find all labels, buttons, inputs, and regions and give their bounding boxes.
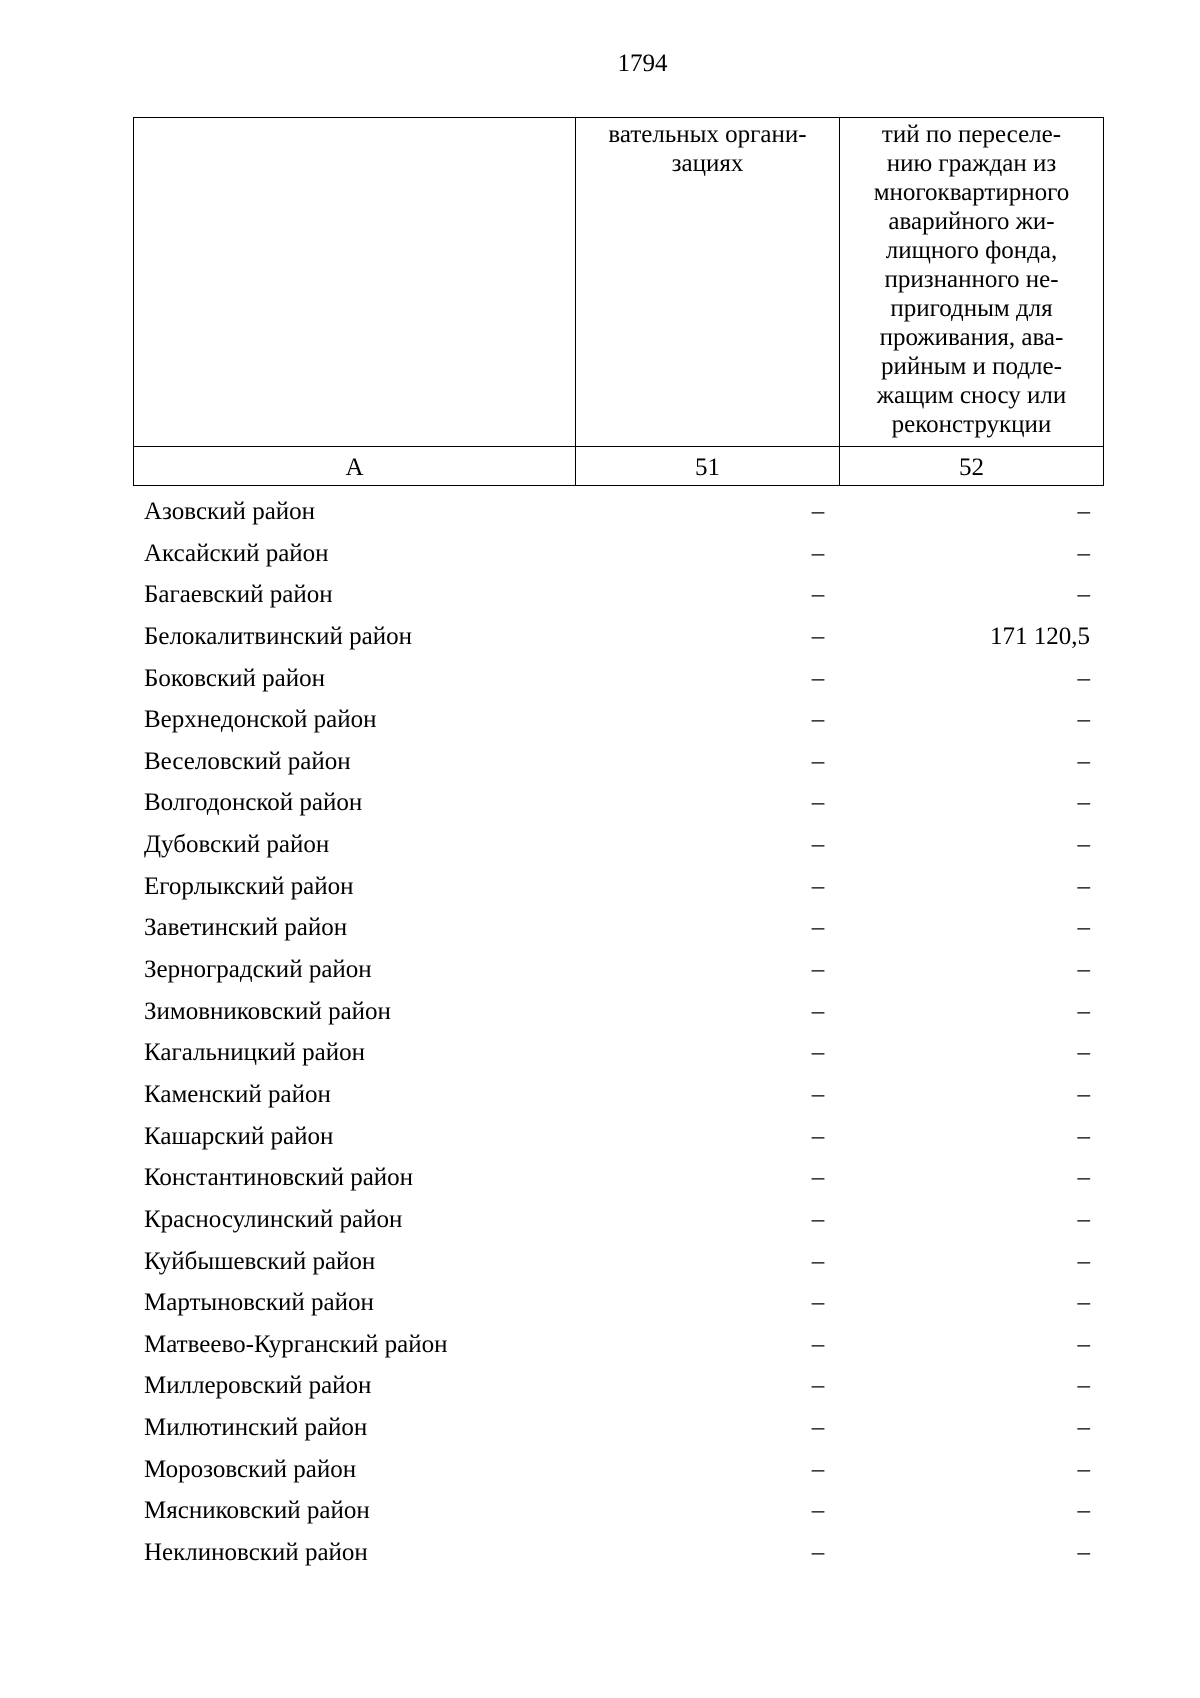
table-row [0, 536, 1200, 578]
value-col-51: – [811, 872, 825, 900]
header-cell-52 [840, 118, 1104, 447]
value-col-52: 171 120,5 [990, 622, 1090, 650]
district-name: Багаевский район [144, 581, 333, 609]
value-col-52: – [1077, 914, 1090, 942]
table-row [0, 1410, 1200, 1452]
district-name: Мартыновский район [144, 1289, 374, 1317]
value-col-52: – [1077, 1080, 1090, 1108]
value-col-51: – [811, 1205, 825, 1233]
value-col-52: – [1077, 747, 1090, 775]
value-col-52: – [1077, 1372, 1090, 1400]
table-row [0, 785, 1200, 827]
value-col-52: – [1077, 1497, 1090, 1525]
value-col-52: – [1077, 706, 1090, 734]
value-col-52: – [1077, 872, 1090, 900]
district-name: Волгодонской район [144, 789, 363, 817]
value-col-52: – [1077, 1247, 1090, 1275]
district-name: Белокалитвинский район [144, 622, 412, 650]
district-name: Милютинский район [144, 1414, 368, 1442]
district-name: Дубовский район [144, 831, 330, 859]
value-col-52: – [1077, 1039, 1090, 1067]
table-row [0, 1202, 1200, 1244]
table-body [0, 494, 1200, 1577]
value-col-51: – [811, 747, 825, 775]
value-col-51: – [811, 1164, 825, 1192]
value-col-52: – [1077, 581, 1090, 609]
value-col-52: – [1077, 1539, 1090, 1567]
value-col-51: – [811, 1497, 825, 1525]
value-col-52: – [1077, 956, 1090, 984]
table-row [0, 1327, 1200, 1369]
table-row [0, 1077, 1200, 1119]
district-name: Каменский район [144, 1080, 331, 1108]
header-cell-52-text: тий по переселе- нию граждан из многоквартирного аварийного жи- лищного фонда, признанного не- пригодным для проживания, ава- рийным и подле- жащим сносу или реконструкции [873, 121, 1070, 438]
value-col-51: – [811, 706, 825, 734]
header-cell-51-text: вательных органи- зациях [608, 121, 807, 177]
value-col-51: – [811, 1247, 825, 1275]
table-row [0, 827, 1200, 869]
table-row [0, 994, 1200, 1036]
value-col-52: – [1077, 831, 1090, 859]
district-name: Куйбышевский район [144, 1247, 376, 1275]
district-name: Кагальницкий район [144, 1039, 366, 1067]
district-name: Азовский район [144, 498, 316, 525]
district-name: Матвеево-Курганский район [144, 1330, 448, 1358]
value-col-51: – [811, 1289, 825, 1317]
value-col-52: – [1077, 789, 1090, 817]
value-col-52: – [1077, 1164, 1090, 1192]
value-col-52: – [1077, 997, 1090, 1025]
district-name: Заветинский район [144, 914, 348, 942]
table-row [0, 661, 1200, 703]
table-row [0, 1493, 1200, 1535]
table-row [0, 1160, 1200, 1202]
column-number-a: А [134, 447, 576, 486]
column-number-52: 52 [840, 447, 1104, 486]
value-col-52: – [1077, 1122, 1090, 1150]
page-number: 1794 [617, 50, 668, 77]
value-col-52: – [1077, 1330, 1090, 1358]
value-col-51: – [811, 997, 825, 1025]
value-col-52: – [1077, 664, 1090, 692]
table-row [0, 1535, 1200, 1577]
header-cell-name [134, 118, 576, 447]
value-col-52: – [1077, 539, 1090, 567]
header-cell-51 [576, 118, 840, 447]
value-col-51: – [811, 622, 825, 650]
value-col-52: – [1077, 1455, 1090, 1483]
district-name: Боковский район [144, 664, 325, 692]
district-name: Мясниковский район [144, 1497, 370, 1525]
table-row [0, 1452, 1200, 1494]
value-col-52: – [1077, 1205, 1090, 1233]
value-col-51: – [811, 539, 825, 567]
table-row [0, 1244, 1200, 1286]
district-name: Верхнедонской район [144, 706, 377, 734]
value-col-51: – [811, 1330, 825, 1358]
value-col-51: – [811, 831, 825, 859]
table-row [0, 1368, 1200, 1410]
table-row [0, 910, 1200, 952]
value-col-51: – [811, 1414, 825, 1442]
table-row [0, 744, 1200, 786]
district-name: Зерноградский район [144, 956, 372, 984]
value-col-51: – [811, 1080, 825, 1108]
value-col-51: – [811, 664, 825, 692]
district-name: Аксайский район [144, 539, 329, 567]
table-row [0, 1035, 1200, 1077]
table-row [0, 619, 1200, 661]
district-name: Красносулинский район [144, 1205, 403, 1233]
value-col-51: – [811, 914, 825, 942]
table-row [0, 1119, 1200, 1161]
value-col-52: – [1077, 1289, 1090, 1317]
district-name: Морозовский район [144, 1455, 357, 1483]
district-name: Веселовский район [144, 747, 351, 775]
value-col-51: – [811, 1539, 825, 1567]
value-col-51: – [811, 581, 825, 609]
table-row [0, 1285, 1200, 1327]
table-row [0, 702, 1200, 744]
value-col-51: – [811, 498, 825, 525]
column-number-row [134, 447, 1104, 486]
value-col-52: – [1077, 1414, 1090, 1442]
value-col-51: – [811, 956, 825, 984]
table-row [0, 952, 1200, 994]
district-name: Миллеровский район [144, 1372, 372, 1400]
table-row [0, 577, 1200, 619]
value-col-51: – [811, 1039, 825, 1067]
district-name: Егорлыкский район [144, 872, 354, 900]
value-col-51: – [811, 1455, 825, 1483]
value-col-51: – [811, 789, 825, 817]
value-col-51: – [811, 1122, 825, 1150]
district-name: Кашарский район [144, 1122, 334, 1150]
table-row [0, 869, 1200, 911]
value-col-52: – [1077, 498, 1090, 525]
column-number-51: 51 [576, 447, 840, 486]
district-name: Неклиновский район [144, 1539, 368, 1567]
value-col-51: – [811, 1372, 825, 1400]
district-name: Зимовниковский район [144, 997, 391, 1025]
header-row [134, 118, 1104, 447]
table-header [133, 117, 1104, 486]
district-name: Константиновский район [144, 1164, 414, 1192]
table-row [0, 494, 1200, 536]
